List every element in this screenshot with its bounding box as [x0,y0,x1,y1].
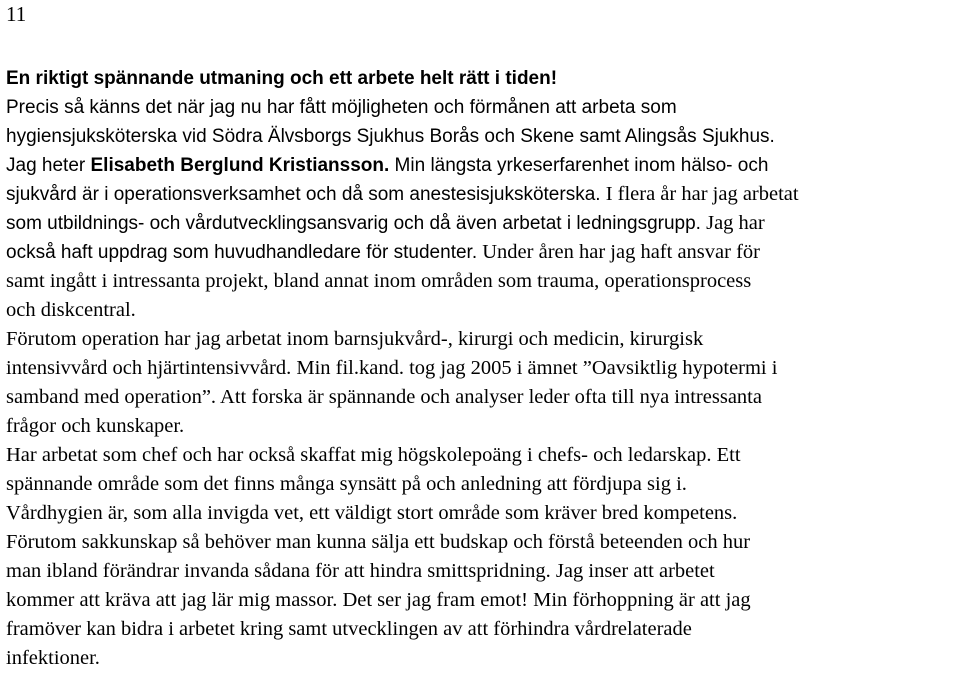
text-line: Förutom sakkunskap så behöver man kunna sälja ett budskap och förstå beteenden och hur [6,531,751,553]
text-line: Förutom operation har jag arbetat inom barnsjukvård-, kirurgi och medicin, kirurgisk [6,328,704,350]
page-number: 11 [6,2,27,26]
text-span: Jag har [700,212,765,234]
text-span: också haft uppdrag som huvudhandledare för studenter. [6,242,478,263]
text-line [6,209,958,238]
text-line: infektioner. [6,647,100,669]
text-line: framöver kan bidra i arbetet kring samt utvecklingen av att förhindra vårdrelaterade [6,618,692,640]
text-line [6,238,958,267]
text-line [6,180,958,209]
text-span: Jag heter [6,155,91,176]
text-span: sjukvård är i operationsverksamhet och då som anestesisjuksköterska. [6,184,601,205]
text-line: hygiensjuksköterska vid Södra Älvsborgs Sjukhus Borås och Skene samt Alingsås Sjukhus. [6,126,775,147]
text-line: spännande område som det finns många synsätt på och anledning att fördjupa sig i. [6,473,687,495]
author-name: Elisabeth Berglund Kristiansson. [90,155,390,176]
text-line: och diskcentral. [6,299,136,321]
text-span: I flera år har jag arbetat [600,183,799,205]
text-line: Precis så känns det när jag nu har fått möjligheten och förmånen att arbeta som [6,97,677,118]
text-line: frågor och kunskaper. [6,415,185,437]
text-span: som utbildnings- och vårdutvecklingsansvarig och då även arbetat i ledningsgrupp. [6,213,701,234]
headline: En riktigt spännande utmaning och ett arbete helt rätt i tiden! [6,68,558,89]
text-line: intensivvård och hjärtintensivvård. Min fil.kand. tog jag 2005 i ämnet ”Oavsiktlig hypotermi i [6,357,778,379]
text-span: Min längsta yrkeserfarenhet inom hälso- och [389,155,769,176]
text-line [6,151,958,180]
text-line: samband med operation”. Att forska är spännande och analyser leder ofta till nya intressanta [6,386,762,408]
text-line: man ibland förändrar invanda sådana för att hindra smittspridning. Jag inser att arbetet [6,560,715,582]
text-line: samt ingått i intressanta projekt, bland annat inom områden som trauma, operationsprocess [6,270,752,292]
text-span: Under åren har jag haft ansvar för [477,241,760,263]
text-line: kommer att kräva att jag lär mig massor. Det ser jag fram emot! Min förhoppning är att jag [6,589,751,611]
article-body [6,64,958,673]
text-line: Har arbetat som chef och har också skaffat mig högskolepoäng i chefs- och ledarskap. Ett [6,444,741,466]
text-line: Vårdhygien är, som alla invigda vet, ett väldigt stort område som kräver bred kompetens. [6,502,738,524]
